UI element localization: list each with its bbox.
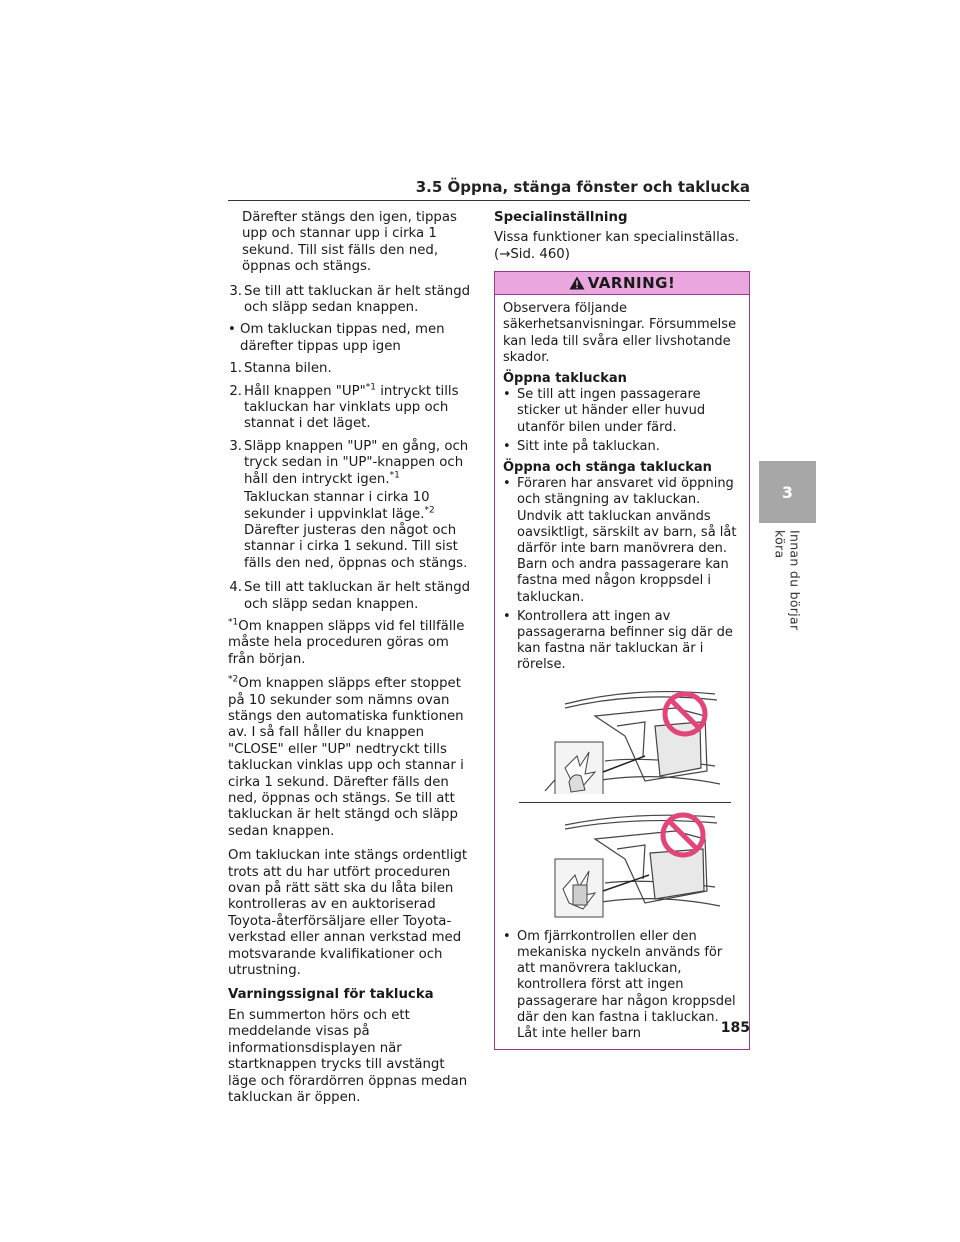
- page-number: 185: [720, 1020, 750, 1036]
- warning-subheading-open: Öppna takluckan: [503, 371, 627, 387]
- warning-subheading-open-close: Öppna och stänga takluckan: [503, 460, 712, 476]
- warning-header: [495, 272, 749, 295]
- illustration-hand-out-window: [525, 686, 725, 794]
- warning-bullet-2: • Sitt inte på takluckan.: [503, 438, 660, 454]
- warning-bullet-3: • Föraren har ansvaret vid öppning och stängning av takluckan. Undvik att takluckan används oavsiktligt, särskilt av barn, så låt därför inte barn manövrera den. Barn och andra passagerare kan fastna med någon kroppsdel i takluckan.: [503, 476, 737, 605]
- warning-bullet-1: • Se till att ingen passagerare sticker ut händer eller huvud utanför bilen under färd.: [503, 387, 706, 435]
- footnote-1: $^{*1}$Om knappen släpps vid fel tillfälle måste hela proceduren göras om från början.: [228, 617, 465, 667]
- intro-text: Därefter stängs den igen, tippas upp och stannar upp i cirka 1 sekund. Till sist fälls den ned, öppnas och stängs.: [242, 210, 457, 275]
- right-column: [494, 210, 750, 1050]
- warning-intro: Observera följande säkerhetsanvisningar. Försummelse kan leda till svåra eller livshotande skador.: [503, 301, 737, 365]
- warning-triangle-icon: [569, 276, 585, 290]
- footnote-2: $^{*2}$Om knappen släpps efter stoppet på 10 sekunder som nämns ovan stängs den automatiska funktionen av. I så fall håller du knappen "CLOSE" eller "UP" nedtryckt tills takluckan vinklas upp och stannar i cirka 1 sekund. Därefter fälls den ned, öppnas och stängs. Se till att takluckan är helt stängd och släpp sedan knappen.: [228, 674, 464, 839]
- section-header: 3.5 Öppna, stänga fönster och taklucka: [228, 178, 750, 201]
- inspection-paragraph: Om takluckan inte stängs ordentligt trots att du har utfört proceduren ovan på rätt sätt ska du låta bilen kontrolleras av en auktoriserad Toyota-återförsäljare eller Toyota-verkstad eller annan verkstad med motsvarande kvalifikationer och utrustning.: [228, 848, 468, 979]
- step-3-detail: Takluckan stannar i cirka 10 sekunder i uppvinklat läge.$^{*2}$ Därefter justeras den något och stannar i cirka 1 sekund. Till sist fälls den ned, öppnas och stängs.: [244, 490, 468, 571]
- warning-signal-paragraph: En summerton hörs och ett meddelande visas på informationsdisplayen när startknappen trycks till avstängt läge och förardörren öppnas medan takluckan är öppen.: [228, 1007, 468, 1105]
- warning-signal-heading: Varningssignal för taklucka: [228, 987, 434, 1003]
- step-2: 2. Håll knappen "UP"$^{*1}$ intryckt tills takluckan har vinklats upp och stannat i det läget.: [229, 382, 459, 432]
- warning-bullet-4: • Kontrollera att ingen av passagerarna befinner sig där de kan fastna när takluckan är i rörelse.: [503, 608, 733, 673]
- warning-box: [494, 271, 750, 1050]
- warning-bullet-5: • Om fjärrkontrollen eller den mekaniska nyckeln används för att manövrera takluckan, kontrollera först att ingen passagerare har någon kroppsdel där den kan fastna i takluckan. Låt inte heller barn: [503, 928, 736, 1041]
- bullet-tilt: • Om takluckan tippas ned, men därefter tippas upp igen: [228, 322, 445, 354]
- warning-body: [495, 295, 749, 1049]
- chapter-tab: 3: [759, 461, 816, 523]
- step-4: 4. Se till att takluckan är helt stängd och släpp sedan knappen.: [229, 580, 471, 612]
- illustration-hand-in-sunroof: [525, 811, 725, 919]
- bullet-dot: •: [228, 322, 236, 338]
- step-3: 3. Släpp knappen "UP" en gång, och tryck sedan in "UP"-knappen och håll den intryckt igen.$^{*1}$: [229, 438, 469, 487]
- step-1: 1. Stanna bilen.: [229, 361, 332, 377]
- left-column: [228, 210, 476, 1114]
- warning-title: VARNING!: [587, 274, 676, 293]
- sunroof-warning-illustration: [525, 686, 725, 919]
- chapter-label: Innan du börjar köra: [772, 530, 803, 631]
- illustration-divider: [519, 802, 731, 803]
- special-setting-heading: Specialinställning: [494, 210, 628, 225]
- step-3a: 3. Se till att takluckan är helt stängd och släpp sedan knappen.: [229, 283, 471, 316]
- special-setting-text: Vissa funktioner kan specialinställas. (→Sid. 460): [494, 230, 740, 262]
